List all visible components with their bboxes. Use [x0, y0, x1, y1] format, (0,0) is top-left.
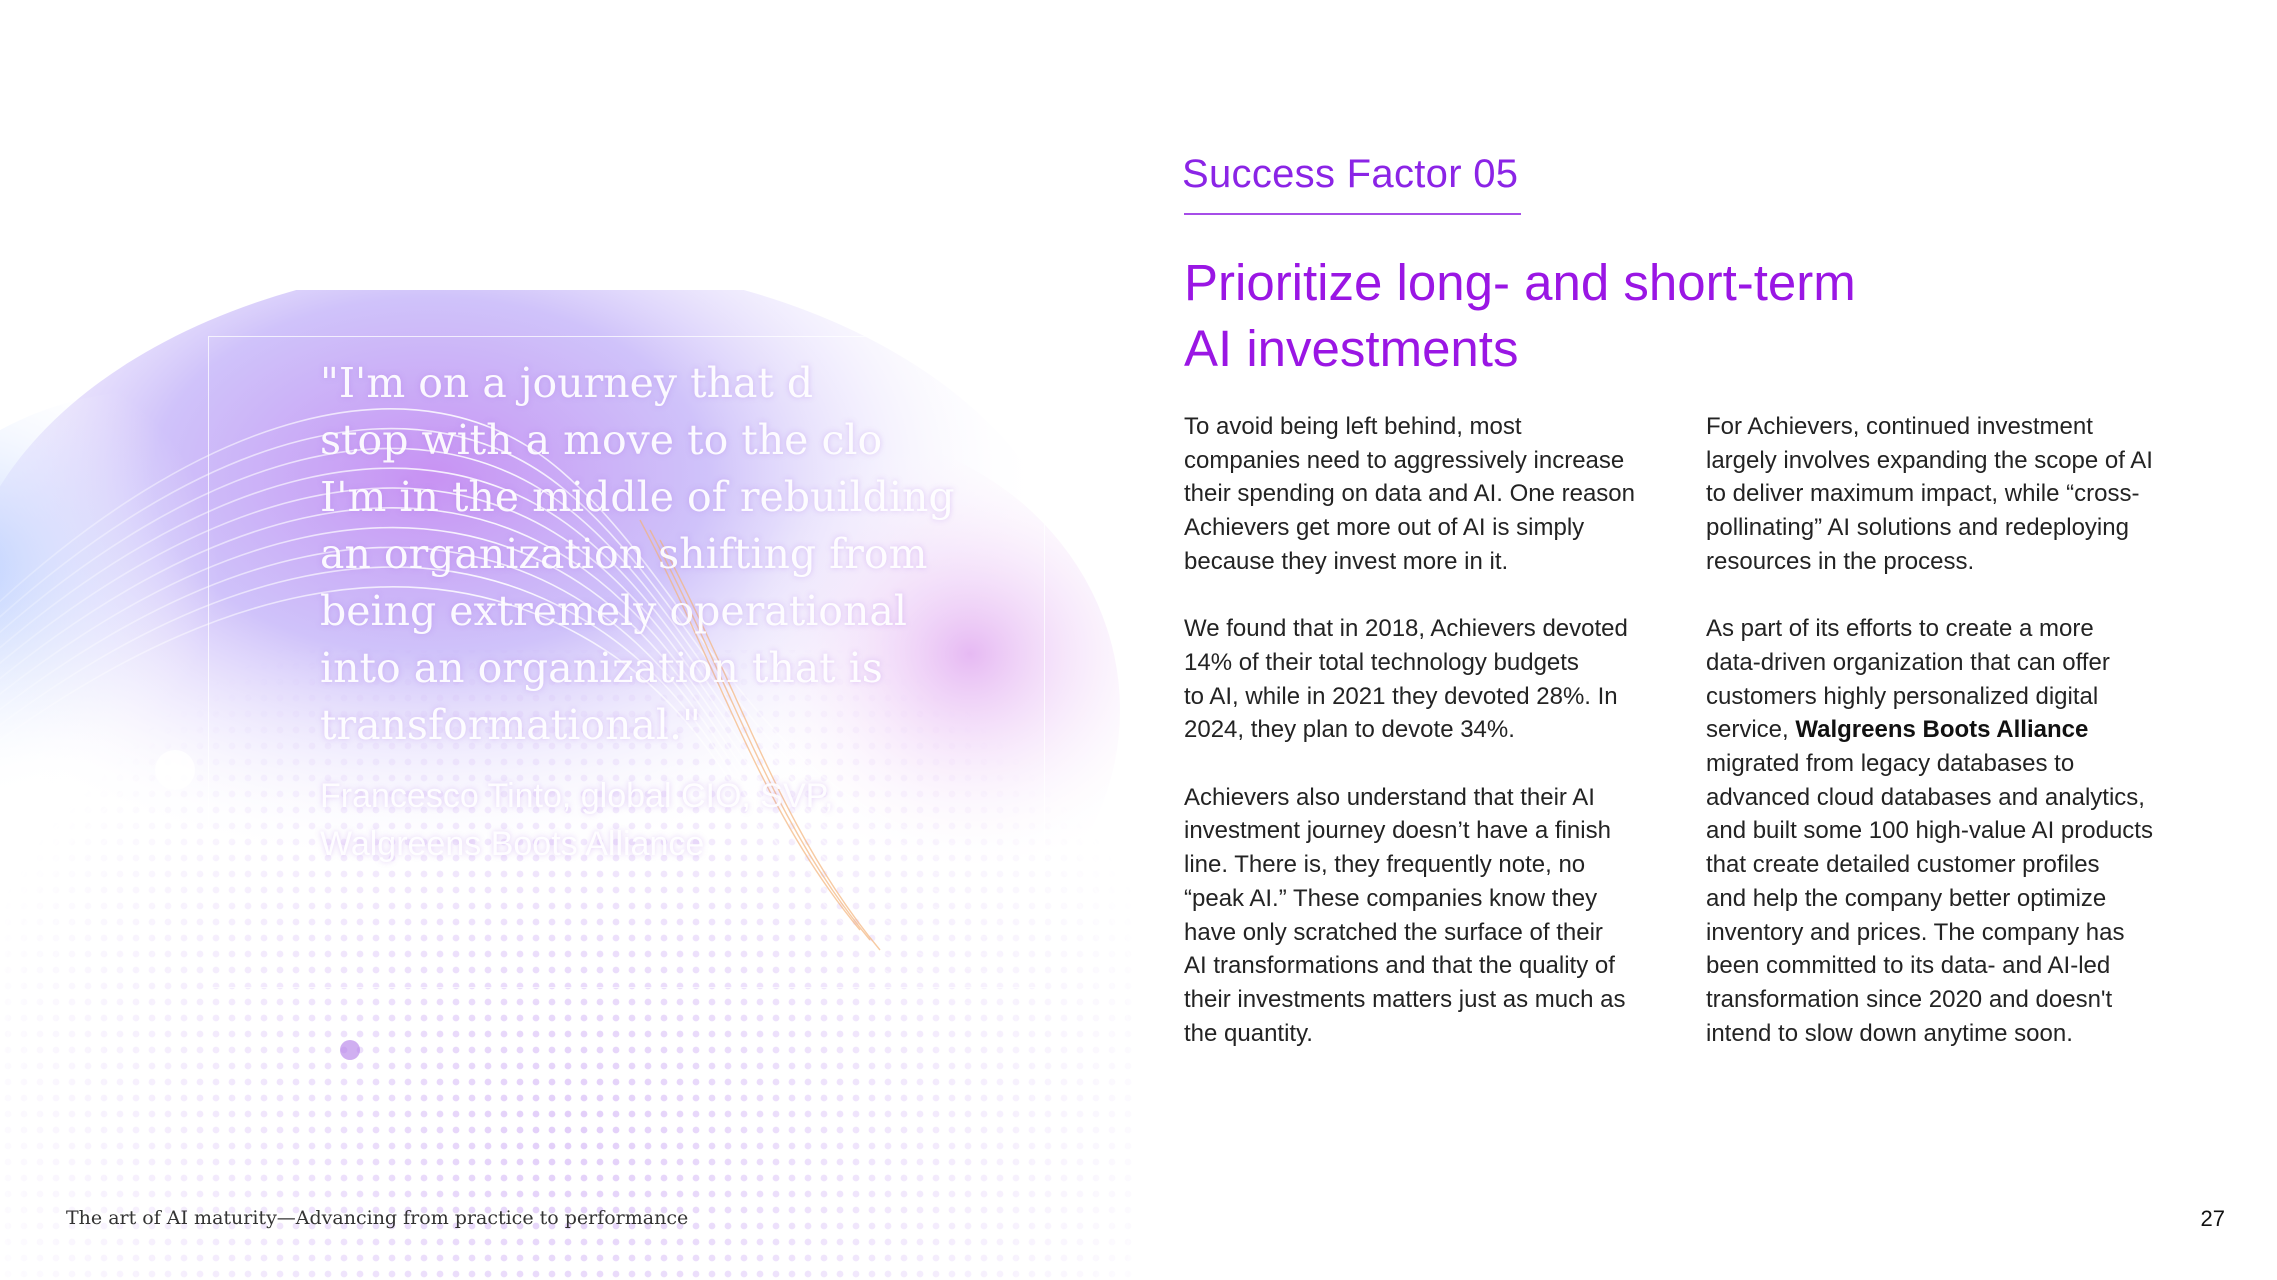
- kicker-underline: [1184, 213, 1521, 215]
- paragraph: [1184, 612, 1664, 747]
- text-line: that create detailed customer profiles: [1706, 851, 2100, 879]
- text-line: customers highly personalized digital: [1706, 682, 2099, 710]
- paragraph: [1706, 410, 2206, 579]
- quote-line: stop with a move to the clo: [320, 416, 883, 464]
- title-line: Prioritize long- and short-term: [1184, 254, 1856, 311]
- text-line: their spending on data and AI. One reason: [1184, 480, 1635, 508]
- text-line: 2024, they plan to devote 34%.: [1184, 716, 1515, 744]
- text-line: Achievers get more out of AI is simply: [1184, 514, 1585, 542]
- text-line: the quantity.: [1184, 1019, 1313, 1047]
- quote-line: being extremely operational: [320, 587, 907, 635]
- text-line: to deliver maximum impact, while “cross-: [1706, 480, 2140, 508]
- quote-line: transformational.": [320, 701, 701, 749]
- paragraph: [1184, 781, 1664, 1051]
- attribution-name: Francesco Tinto, global CIO, SVP,: [320, 777, 834, 815]
- text-line: companies need to aggressively increase: [1184, 446, 1625, 474]
- text-line: line. There is, they frequently note, no: [1184, 851, 1586, 879]
- attribution-org: Walgreens Boots Alliance: [320, 825, 705, 863]
- text-line: inventory and prices. The company has: [1706, 918, 2125, 946]
- text-line: For Achievers, continued investment: [1706, 413, 2093, 440]
- text-line: data-driven organization that can offer: [1706, 648, 2110, 676]
- text-line: AI transformations and that the quality of: [1184, 952, 1615, 980]
- text-line: and help the company better optimize: [1706, 884, 2107, 912]
- text-line: advanced cloud databases and analytics,: [1706, 783, 2145, 811]
- text-line: investment journey doesn’t have a finish: [1184, 817, 1611, 845]
- text-line: 14% of their total technology budgets: [1184, 648, 1579, 676]
- page-number: 27: [2200, 1206, 2225, 1231]
- text-line: because they invest more in it.: [1184, 547, 1509, 575]
- quote-line: into an organization that is: [320, 644, 883, 692]
- text-line: To avoid being left behind, most: [1184, 413, 1522, 440]
- text-line: pollinating” AI solutions and redeploying: [1706, 514, 2129, 542]
- body-column-right: [1706, 410, 2206, 1084]
- title-line: AI investments: [1184, 320, 1519, 377]
- text-fragment: service,: [1706, 716, 1796, 744]
- company-name: Walgreens Boots Alliance: [1795, 716, 2089, 744]
- pull-quote: [320, 355, 955, 754]
- text-line: been committed to its data- and AI-led: [1706, 952, 2111, 980]
- text-line: resources in the process.: [1706, 547, 1975, 575]
- quote-line: an organization shifting from: [320, 530, 928, 578]
- text-line: transformation since 2020 and doesn't: [1706, 985, 2113, 1013]
- text-line: “peak AI.” These companies know they: [1184, 884, 1598, 912]
- text-line: and built some 100 high-value AI products: [1706, 817, 2153, 845]
- body-column-left: [1184, 410, 1664, 1084]
- page-title: [1184, 250, 2084, 382]
- text-line: largely involves expanding the scope of AI: [1706, 446, 2153, 474]
- section-kicker: Success Factor 05: [1182, 152, 1519, 196]
- quote-attribution: [320, 772, 833, 868]
- quote-line: "I'm on a journey that d: [320, 359, 814, 407]
- text-line: their investments matters just as much as: [1184, 985, 1626, 1013]
- text-line: We found that in 2018, Achievers devoted: [1184, 615, 1628, 643]
- text-line: have only scratched the surface of their: [1184, 918, 1603, 946]
- quote-line: I'm in the middle of rebuilding: [320, 473, 955, 521]
- text-line: to AI, while in 2021 they devoted 28%. In: [1184, 682, 1618, 710]
- text-line: Achievers also understand that their AI: [1184, 783, 1595, 811]
- text-line: migrated from legacy databases to: [1706, 750, 2075, 778]
- text-line: [1706, 713, 2206, 747]
- text-line: As part of its efforts to create a more: [1706, 615, 2094, 643]
- paragraph: [1184, 410, 1664, 579]
- footer-document-title: The art of AI maturity—Advancing from practice to performance: [66, 1207, 689, 1229]
- paragraph: [1706, 612, 2206, 1050]
- text-line: intend to slow down anytime soon.: [1706, 1019, 2073, 1047]
